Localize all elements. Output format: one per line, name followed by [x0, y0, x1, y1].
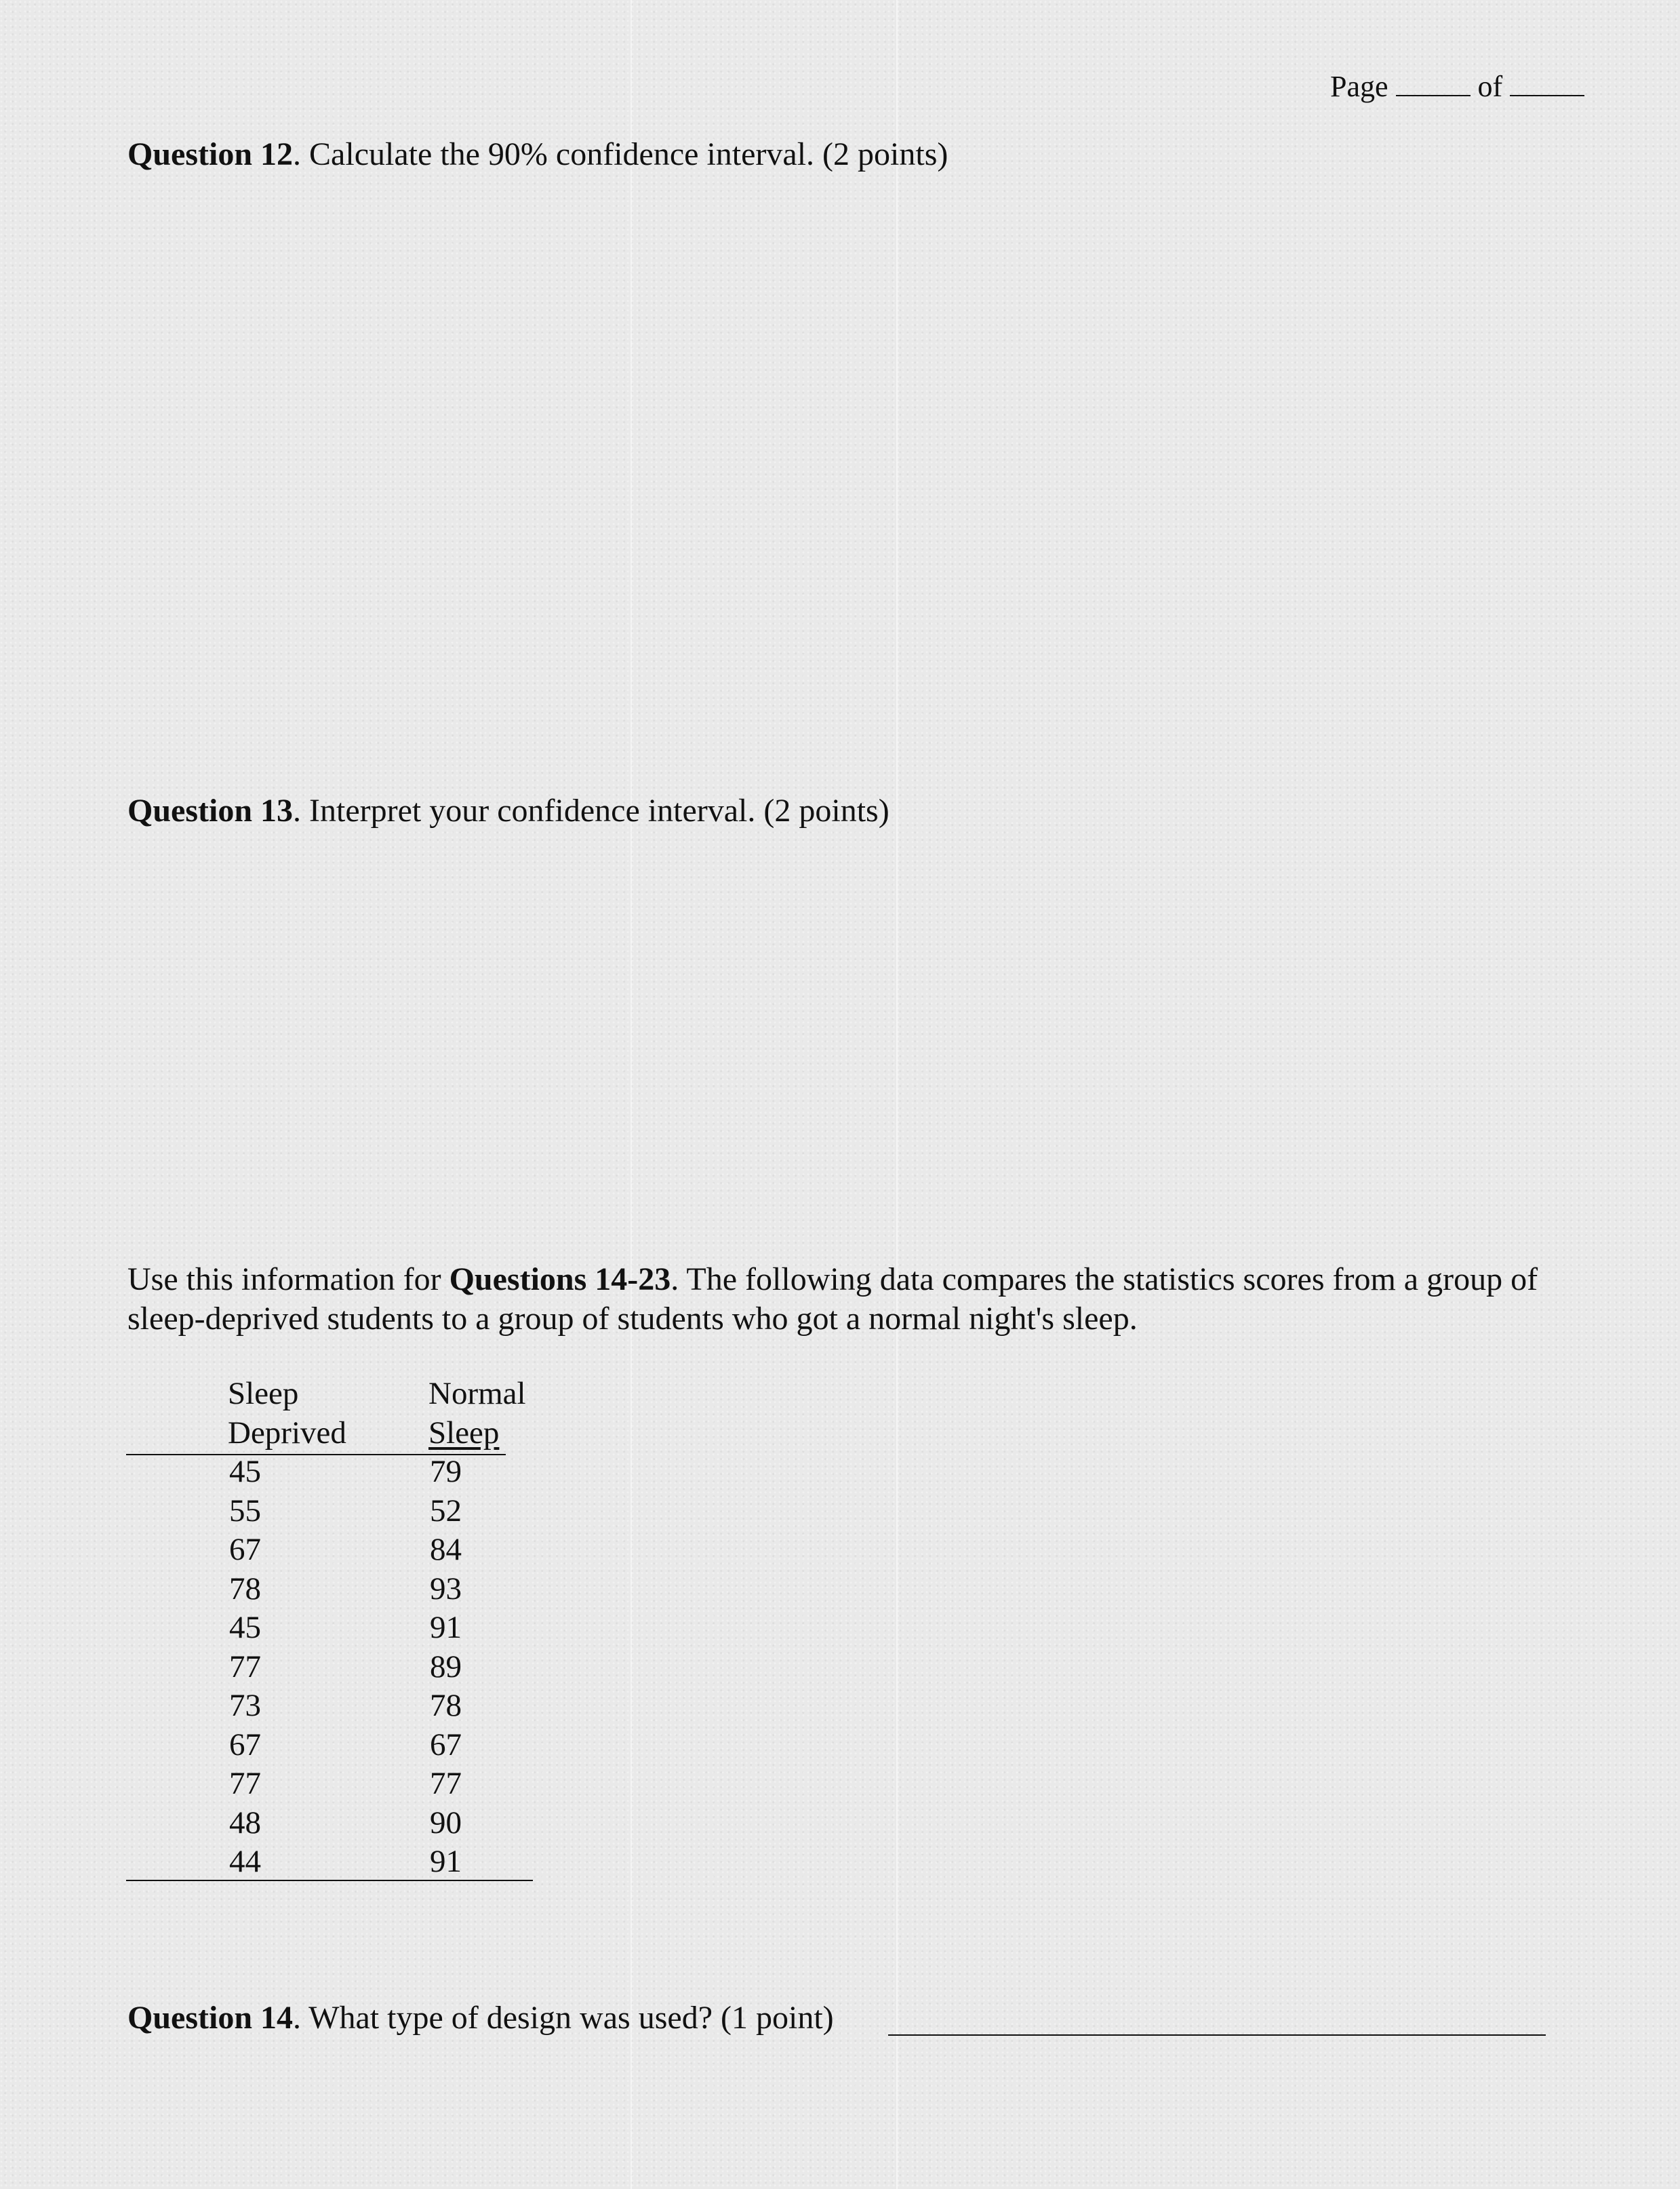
page-fold-right: [896, 0, 898, 2189]
cell-sleep-deprived: 45: [229, 1610, 261, 1645]
cell-sleep-deprived: 73: [229, 1688, 261, 1723]
cell-sleep-deprived: 77: [229, 1649, 261, 1684]
col2-header-line2: Sleep: [428, 1415, 500, 1451]
intro-pre: Use this information for: [127, 1261, 449, 1297]
cell-normal-sleep: 84: [430, 1532, 462, 1567]
cell-sleep-deprived: 45: [229, 1454, 261, 1489]
page-number-field: [1330, 69, 1584, 104]
page-total-blank[interactable]: [1510, 71, 1584, 96]
cell-sleep-deprived: 78: [229, 1571, 261, 1606]
page-label: Page: [1330, 70, 1388, 103]
cell-sleep-deprived: 67: [229, 1532, 261, 1567]
col1-header-line2: Deprived: [228, 1415, 346, 1451]
question-13-label: Question 13: [127, 793, 294, 829]
cell-sleep-deprived: 77: [229, 1766, 261, 1801]
question-12-label: Question 12: [127, 136, 294, 172]
col1-header-line1: Sleep: [228, 1376, 299, 1411]
cell-normal-sleep: 78: [430, 1688, 462, 1723]
cell-sleep-deprived: 44: [229, 1844, 261, 1879]
intro-questions-range: Questions 14-23: [449, 1261, 671, 1297]
of-label: of: [1477, 70, 1503, 103]
cell-normal-sleep: 77: [430, 1766, 462, 1801]
cell-sleep-deprived: 55: [229, 1493, 261, 1529]
question-14-answer-line[interactable]: [888, 2034, 1546, 2036]
cell-normal-sleep: 93: [430, 1571, 462, 1606]
data-intro-paragraph: [127, 1260, 1578, 1339]
question-13: [127, 792, 889, 829]
cell-sleep-deprived: 67: [229, 1727, 261, 1762]
cell-normal-sleep: 90: [430, 1805, 462, 1840]
col2-header-line1: Normal: [428, 1376, 526, 1411]
question-14-label: Question 14: [127, 2000, 294, 2036]
cell-normal-sleep: 52: [430, 1493, 462, 1529]
question-12-text: . Calculate the 90% confidence interval. (2 points): [293, 136, 948, 172]
cell-normal-sleep: 91: [430, 1844, 462, 1879]
question-13-text: . Interpret your confidence interval. (2 points): [293, 793, 889, 829]
page-fold-left: [631, 0, 632, 2189]
question-14: [127, 1999, 834, 2036]
cell-normal-sleep: 89: [430, 1649, 462, 1684]
cell-normal-sleep: 79: [430, 1454, 462, 1489]
cell-normal-sleep: 91: [430, 1610, 462, 1645]
page-number-blank[interactable]: [1396, 71, 1471, 96]
cell-normal-sleep: 67: [430, 1727, 462, 1762]
bottom-rule: [126, 1880, 533, 1881]
question-14-text: . What type of design was used? (1 point): [293, 2000, 834, 2036]
cell-sleep-deprived: 48: [229, 1805, 261, 1840]
intro-post: . The following data compares the statistics scores from a group of sleep-deprived students to a group of students who got a normal night's sleep.: [127, 1261, 1538, 1337]
question-12: [127, 136, 948, 173]
